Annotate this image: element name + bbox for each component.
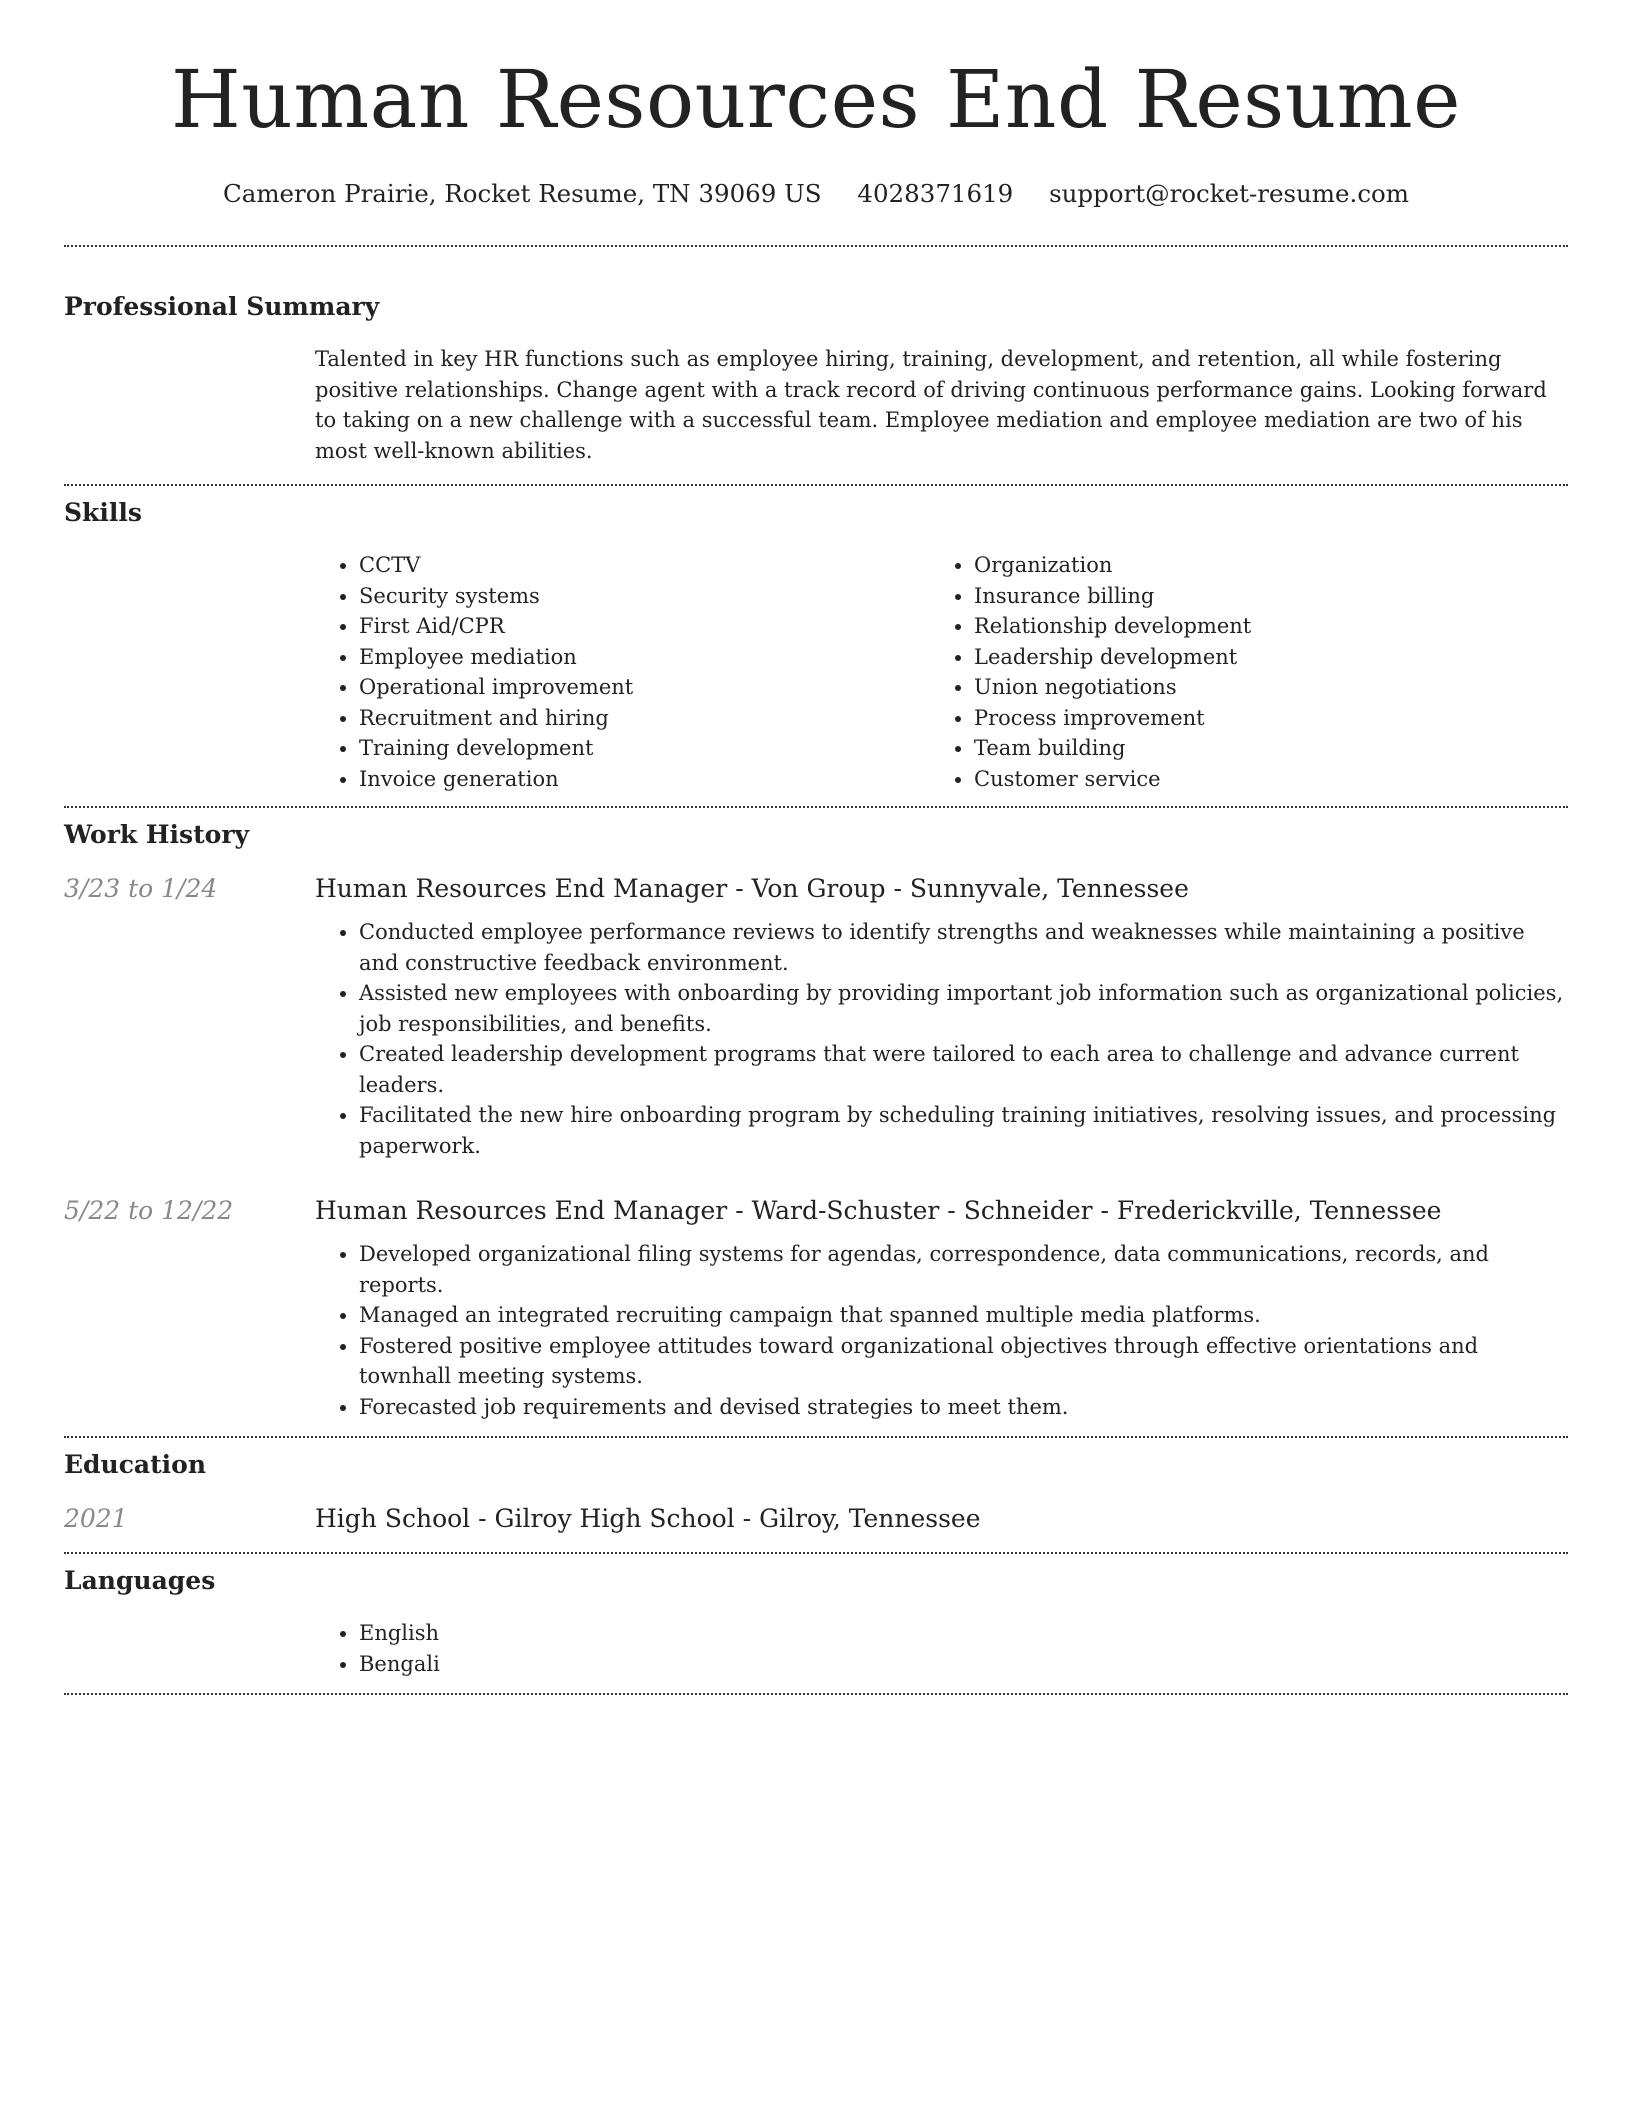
skills-list-left — [315, 550, 930, 794]
professional-summary-section — [64, 247, 1568, 484]
languages-list — [315, 1618, 1568, 1679]
job-title: Human Resources End Manager - Von Group - Sunnyvale, Tennessee — [315, 874, 1189, 903]
skill-item: • Invoice generation — [359, 764, 930, 795]
job-entry — [64, 851, 1568, 1161]
job-bullets — [315, 1228, 1568, 1422]
contact-phone: 4028371619 — [857, 179, 1014, 208]
job-bullet: • Assisted new employees with onboarding by providing important job information such as organizational policies, job responsibilities, and benefits. — [359, 978, 1568, 1039]
job-title: Human Resources End Manager - Ward-Schuster - Schneider - Frederickville, Tennessee — [315, 1196, 1442, 1225]
job-bullets — [315, 906, 1568, 1161]
skill-item: • Customer service — [974, 764, 1530, 795]
skill-item: • Team building — [974, 733, 1530, 764]
skills-list-right — [930, 550, 1530, 794]
job-bullet: • Conducted employee performance reviews to identify strengths and weaknesses while maintaining a positive and constructive feedback environment. — [359, 917, 1568, 978]
skills-grid — [315, 529, 1568, 806]
job-bullet: • Developed organizational filing systems for agendas, correspondence, data communications, records, and reports. — [359, 1239, 1568, 1300]
job-date: 3/23 to 1/24 — [64, 874, 218, 903]
skill-item: • Operational improvement — [359, 672, 930, 703]
skill-item: • CCTV — [359, 550, 930, 581]
job-body — [315, 872, 1568, 1161]
skill-item: • Training development — [359, 733, 930, 764]
job-date: 5/22 to 12/22 — [64, 1196, 234, 1225]
job-bullet: • Created leadership development programs that were tailored to each area to challenge and advance current leaders. — [359, 1039, 1568, 1100]
section-divider — [64, 1693, 1568, 1695]
job-body — [315, 1194, 1568, 1422]
section-title-work: Work History — [64, 820, 250, 849]
job-bullet: • Facilitated the new hire onboarding program by scheduling training initiatives, resolving issues, and processing paperwork. — [359, 1100, 1568, 1161]
skill-item: • Security systems — [359, 581, 930, 612]
job-bullet: • Fostered positive employee attitudes toward organizational objectives through effective orientations and townhall meeting systems. — [359, 1331, 1568, 1392]
languages-content — [315, 1597, 1568, 1693]
job-bullet: • Forecasted job requirements and devised strategies to meet them. — [359, 1392, 1568, 1423]
summary-text: Talented in key HR functions such as employee hiring, training, development, and retention, all while fostering positive relationships. Change agent with a track record of driving continuous performance gains. Looking forward to taking on a new challenge with a successful team. Employee mediation and employee mediation are two of his most well-known abilities. — [315, 347, 1547, 463]
language-item: • English — [359, 1618, 1568, 1649]
section-title-languages: Languages — [64, 1566, 216, 1595]
skill-item: • Process improvement — [974, 703, 1530, 734]
skill-item: • Recruitment and hiring — [359, 703, 930, 734]
skill-item: • Organization — [974, 550, 1530, 581]
resume-page — [64, 0, 1568, 1695]
work-history-section — [64, 808, 1568, 1436]
skill-item: • Leadership development — [974, 642, 1530, 673]
education-entry — [64, 1481, 1568, 1552]
job-entry — [64, 1161, 1568, 1436]
skills-section — [64, 486, 1568, 806]
job-bullet: • Managed an integrated recruiting campaign that spanned multiple media platforms. — [359, 1300, 1568, 1331]
education-date: 2021 — [64, 1504, 128, 1533]
section-title-education: Education — [64, 1450, 207, 1479]
resume-header — [64, 0, 1568, 210]
skill-item: • First Aid/CPR — [359, 611, 930, 642]
skill-item: • Employee mediation — [359, 642, 930, 673]
contact-email: support@rocket-resume.com — [1049, 179, 1410, 208]
skill-item: • Insurance billing — [974, 581, 1530, 612]
resume-title: Human Resources End Resume — [171, 53, 1461, 146]
languages-section — [64, 1554, 1568, 1693]
skill-item: • Relationship development — [974, 611, 1530, 642]
section-title-summary: Professional Summary — [64, 292, 380, 321]
section-title-skills: Skills — [64, 498, 142, 527]
contact-line — [64, 178, 1568, 210]
contact-address: Cameron Prairie, Rocket Resume, TN 39069 US — [222, 179, 822, 208]
skill-item: • Union negotiations — [974, 672, 1530, 703]
education-section — [64, 1438, 1568, 1552]
education-title: High School - Gilroy High School - Gilroy, Tennessee — [315, 1504, 981, 1533]
language-item: • Bengali — [359, 1649, 1568, 1680]
